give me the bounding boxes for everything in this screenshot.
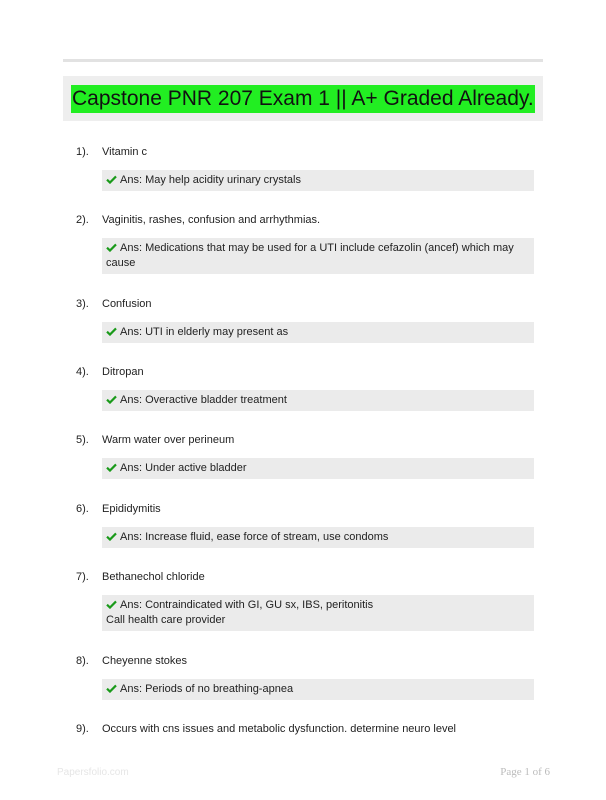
document-title: Capstone PNR 207 Exam 1 || A+ Graded Already. (71, 85, 535, 113)
question-number: 2). (76, 214, 89, 226)
answer-text: Ans: Periods of no breathing-apnea (120, 683, 294, 695)
check-icon (106, 395, 117, 404)
question-text: Bethanechol chloride (102, 571, 205, 583)
answer-box (102, 527, 534, 548)
check-icon (106, 532, 117, 541)
question-number: 5). (76, 434, 89, 446)
check-icon (106, 175, 117, 184)
question-number: 7). (76, 571, 89, 583)
answer-text: Ans: Contraindicated with GI, GU sx, IBS, peritonitis (120, 599, 374, 611)
page-indicator: Page 1 of 6 (500, 766, 550, 778)
answer-box (102, 679, 534, 700)
answer-box (102, 322, 534, 343)
question-number: 8). (76, 655, 89, 667)
answer-text: cause (106, 257, 136, 269)
question-text: Vitamin c (102, 146, 148, 158)
answer-text: Ans: Increase fluid, ease force of stream, use condoms (120, 531, 389, 543)
top-rule (63, 59, 543, 62)
question-number: 9). (76, 723, 89, 735)
answer-text: Ans: Medications that may be used for a UTI include cefazolin (ancef) which may (120, 242, 514, 254)
answer-text: Call health care provider (106, 614, 226, 626)
answer-box (102, 390, 534, 411)
question-text: Ditropan (102, 366, 144, 378)
answer-box (102, 238, 534, 274)
question-text: Warm water over perineum (102, 434, 235, 446)
check-icon (106, 684, 117, 693)
answer-text: Ans: Overactive bladder treatment (120, 394, 287, 406)
answer-text: Ans: May help acidity urinary crystals (120, 174, 301, 186)
answer-text: Ans: Under active bladder (120, 462, 247, 474)
answer-box (102, 170, 534, 191)
answer-text: Ans: UTI in elderly may present as (120, 326, 289, 338)
question-text: Occurs with cns issues and metabolic dysfunction. determine neuro level (102, 723, 457, 735)
question-text: Vaginitis, rashes, confusion and arrhythmias. (102, 214, 321, 226)
answer-box (102, 458, 534, 479)
answer-box (102, 595, 534, 631)
question-number: 3). (76, 298, 89, 310)
question-text: Cheyenne stokes (102, 655, 187, 667)
check-icon (106, 600, 117, 609)
check-icon (106, 463, 117, 472)
question-number: 6). (76, 503, 89, 515)
check-icon (106, 327, 117, 336)
title-box (63, 76, 543, 121)
question-number: 1). (76, 146, 89, 158)
question-text: Confusion (102, 298, 152, 310)
watermark-text: Papersfolio.com (57, 767, 129, 778)
check-icon (106, 243, 117, 252)
question-text: Epididymitis (102, 503, 161, 515)
question-number: 4). (76, 366, 89, 378)
